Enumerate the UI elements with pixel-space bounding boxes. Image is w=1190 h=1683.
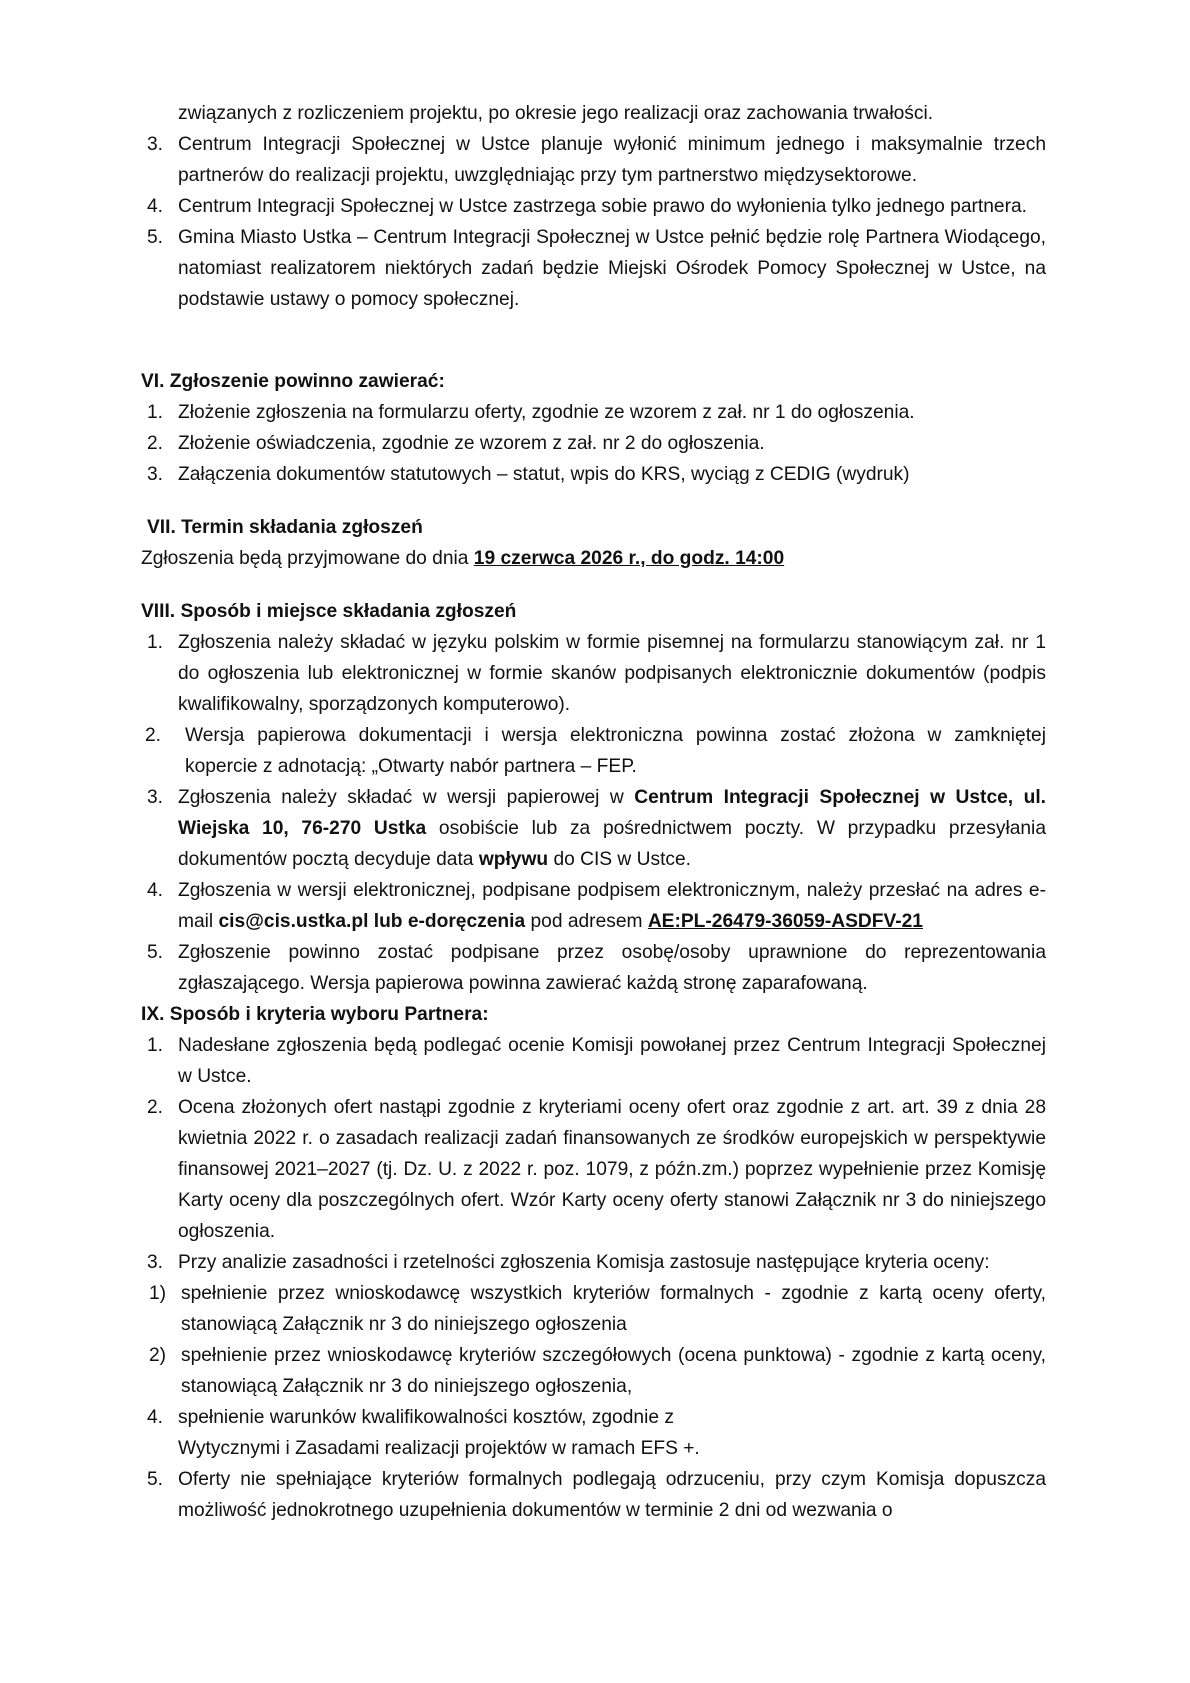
list-number: 3. xyxy=(147,1252,164,1273)
list-number: 4. xyxy=(147,1407,164,1428)
email-address: cis@cis.ustka.pl lub e-doręczenia xyxy=(218,911,526,932)
list-text: Zgłoszenia należy składać w wersji papierowej w xyxy=(178,787,635,808)
list-text: Wersja papierowa dokumentacji i wersja elektroniczna powinna zostać złożona w zamkniętej kopercie z adnotacją: „Otwarty nabór partnera – FEP. xyxy=(185,725,1046,777)
list-item xyxy=(141,1464,1046,1526)
list-item xyxy=(141,459,1046,490)
list-text: Wytycznymi i Zasadami realizacji projektów w ramach EFS +. xyxy=(178,1438,700,1459)
list-number: 3. xyxy=(147,464,164,485)
section-ix-list xyxy=(141,1030,1046,1526)
list-item xyxy=(141,875,1046,937)
section-vi-list xyxy=(141,397,1046,490)
list-number: 3. xyxy=(147,787,164,808)
list-number: 2. xyxy=(145,725,162,746)
list-item xyxy=(141,222,1046,315)
sub-list-item xyxy=(141,1278,1046,1340)
list-text: Centrum Integracji Społecznej w Ustce zastrzega sobie prawo do wyłonienia tylko jednego partnera. xyxy=(178,196,1027,217)
list-text: osobiście lub za pośrednictwem poczty. W przypadku przesyłania dokumentów pocztą decyduje data xyxy=(178,818,1046,870)
list-text: Centrum Integracji Społecznej w Ustce planuje wyłonić minimum jednego i maksymalnie trzech partnerów do realizacji projektu, uwzględniając przy tym partnerstwo międzysektorowe. xyxy=(178,134,1046,186)
section-viii-heading: VIII. Sposób i miejsce składania zgłoszeń xyxy=(141,601,517,622)
list-number: 2. xyxy=(147,433,164,454)
list-item xyxy=(141,782,1046,875)
list-text: Oferty nie spełniające kryteriów formalnych podlegają odrzuceniu, przy czym Komisja dopuszcza możliwość jednokrotnego uzupełnienia dokumentów w terminie 2 dni od wezwania o xyxy=(178,1469,1046,1521)
list-text: Gmina Miasto Ustka – Centrum Integracji Społecznej w Ustce pełnić będzie rolę Partnera Wiodącego, natomiast realizatorem niektórych zadań będzie Miejski Ośrodek Pomocy Społecznej w Ustce, na podstawie ustawy o pomocy społecznej. xyxy=(178,227,1046,310)
list-number: 1) xyxy=(149,1283,167,1304)
document-body xyxy=(141,98,1046,1526)
list-number: 5. xyxy=(147,942,164,963)
list-number: 2) xyxy=(149,1345,167,1366)
list-text: Zgłoszenie powinno zostać podpisane przez osobę/osoby uprawnione do reprezentowania zgłaszającego. Wersja papierowa powinna zawierać każdą stronę zaparafowaną. xyxy=(178,942,1046,994)
list-number: 5. xyxy=(147,227,164,248)
list-text: Nadesłane zgłoszenia będą podlegać ocenie Komisji powołanej przez Centrum Integracji Społecznej w Ustce. xyxy=(178,1035,1046,1087)
list-item xyxy=(141,1030,1046,1092)
deadline-paragraph xyxy=(141,543,1046,574)
list-text: spełnienie przez wnioskodawcę kryteriów szczegółowych (ocena punktowa) - zgodnie z kartą oceny, stanowiącą Załącznik nr 3 do niniejszego ogłoszenia, xyxy=(181,1345,1046,1397)
list-text: spełnienie przez wnioskodawcę wszystkich kryteriów formalnych - zgodnie z kartą oceny oferty, stanowiącą Załącznik nr 3 do niniejszego ogłoszenia xyxy=(181,1283,1046,1335)
deadline-intro: Zgłoszenia będą przyjmowane do dnia xyxy=(141,548,474,569)
list-item xyxy=(141,129,1046,191)
list-number: 4. xyxy=(147,880,164,901)
list-number: 4. xyxy=(147,196,164,217)
list-number: 1. xyxy=(147,1035,164,1056)
list-item xyxy=(141,1402,1046,1464)
cis-address: Centrum Integracji Społecznej w Ustce, ul. Wiejska 10, 76-270 Ustka xyxy=(178,787,1046,839)
list-item xyxy=(141,720,1046,782)
sub-list-item xyxy=(141,1340,1046,1402)
list-text: spełnienie warunków kwalifikowalności kosztów, zgodnie z xyxy=(178,1407,674,1428)
list-number: 1. xyxy=(147,402,164,423)
list-text: pod adresem xyxy=(525,911,648,932)
list-number: 1. xyxy=(147,632,164,653)
list-text: Przy analizie zasadności i rzetelności zgłoszenia Komisja zastosuje następujące kryteria oceny: xyxy=(178,1252,990,1273)
list-number: 2. xyxy=(147,1097,164,1118)
deadline-date: 19 czerwca 2026 r., do godz. 14:00 xyxy=(473,548,785,569)
bold-word: wpływu xyxy=(478,849,549,870)
list-item xyxy=(141,1092,1046,1247)
section-v-list xyxy=(141,129,1046,315)
section-vi-heading: VI. Zgłoszenie powinno zawierać: xyxy=(141,371,445,392)
list-item xyxy=(141,937,1046,999)
list-item xyxy=(141,627,1046,720)
section-viii-list xyxy=(141,627,1046,999)
intro-continuation: związanych z rozliczeniem projektu, po okresie jego realizacji oraz zachowania trwałości. xyxy=(178,103,934,124)
list-text: Ocena złożonych ofert nastąpi zgodnie z kryteriami oceny ofert oraz zgodnie z art. art. 39 z dnia 28 kwietnia 2022 r. o zasadach realizacji zadań finansowanych ze środków europejskich w perspektywie finansowej 2021–2027 (tj. Dz. U. z 2022 r. poz. 1079, z późn.zm.) poprzez wypełnienie przez Komisję Karty oceny dla poszczególnych ofert. Wzór Karty oceny oferty stanowi Załącznik nr 3 do niniejszego ogłoszenia. xyxy=(178,1097,1046,1242)
list-number: 3. xyxy=(147,134,164,155)
list-item xyxy=(141,1247,1046,1278)
list-text: Zgłoszenia w wersji elektronicznej, podpisane podpisem elektronicznym, należy przesłać na adres e-mail xyxy=(178,880,1046,932)
section-ix-heading: IX. Sposób i kryteria wyboru Partnera: xyxy=(141,1004,489,1025)
edoreczenia-address: AE:PL-26479-36059-ASDFV-21 xyxy=(647,911,923,932)
list-text: Złożenie zgłoszenia na formularzu oferty, zgodnie ze wzorem z zał. nr 1 do ogłoszenia. xyxy=(178,402,915,423)
list-item xyxy=(141,397,1046,428)
list-text: Złożenie oświadczenia, zgodnie ze wzorem z zał. nr 2 do ogłoszenia. xyxy=(178,433,765,454)
list-item xyxy=(141,191,1046,222)
list-number: 5. xyxy=(147,1469,164,1490)
list-text: Zgłoszenia należy składać w języku polskim w formie pisemnej na formularzu stanowiącym zał. nr 1 do ogłoszenia lub elektronicznej w formie skanów podpisanych elektronicznie dokumentów (podpis kwalifikowalny, sporządzonych komputerowo). xyxy=(178,632,1046,715)
section-vii-heading: VII. Termin składania zgłoszeń xyxy=(147,517,423,538)
list-text: Załączenia dokumentów statutowych – statut, wpis do KRS, wyciąg z CEDIG (wydruk) xyxy=(178,464,910,485)
list-text: do CIS w Ustce. xyxy=(548,849,691,870)
list-item xyxy=(141,428,1046,459)
